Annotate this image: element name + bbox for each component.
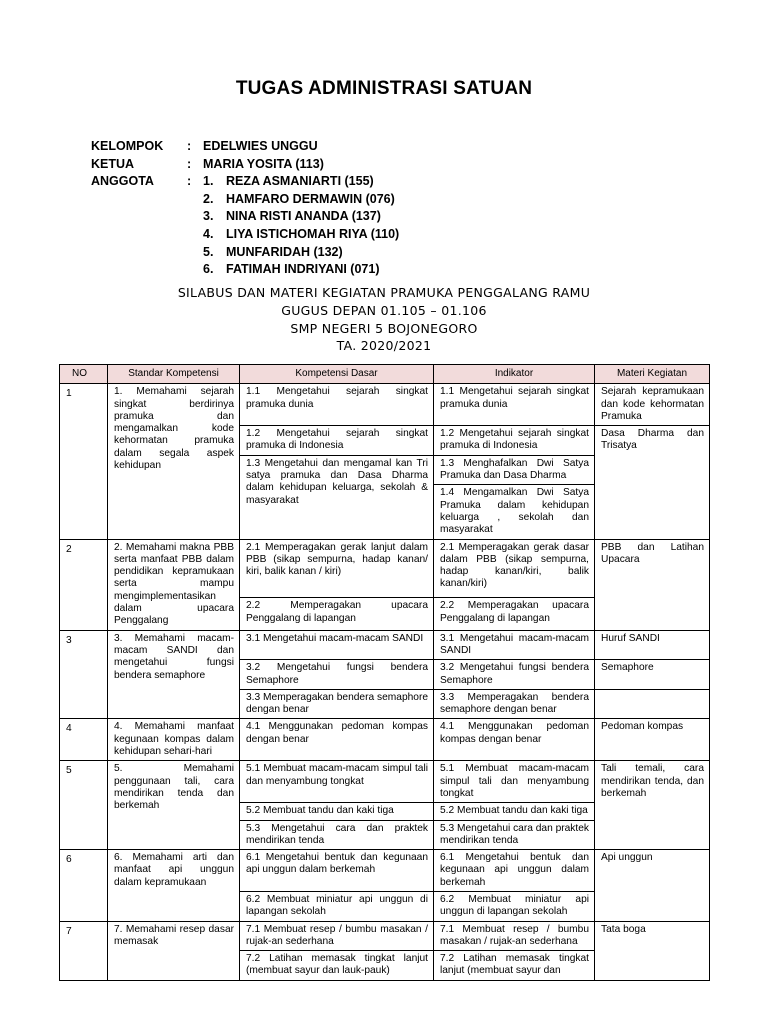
kompetensi-dasar-cell: 6.1 Mengetahui bentuk dan kegunaan api unggun dalam berkemah (240, 850, 434, 892)
indikator-cell: 4.1 Menggunakan pedoman kompas dengan benar (434, 719, 595, 761)
indikator-cell: 1.3 Menghafalkan Dwi Satya Pramuka dan Dasa Dharma (434, 455, 595, 485)
standar-kompetensi-cell: 1. Memahami sejarah singkat berdirinya pramuka dan mengamalkan kode kehormatan pramuka dalam segala aspek kehidupan (108, 384, 240, 539)
kompetensi-dasar-cell: 7.1 Membuat resep / bumbu masakan / rujak-an sederhana (240, 921, 434, 951)
indikator-cell: 1.2 Mengetahui sejarah singkat pramuka di Indonesia (434, 426, 595, 456)
heading-line: SILABUS DAN MATERI KEGIATAN PRAMUKA PENGGALANG RAMU (177, 285, 591, 300)
materi-kegiatan-cell: Pedoman kompas (595, 719, 710, 761)
row-number-text: 2 (66, 543, 72, 555)
kelompok-label: KELOMPOK (91, 139, 164, 153)
indikator-cell: 3.2 Mengetahui fungsi bendera Semaphore (434, 660, 595, 690)
standar-kompetensi-cell: 2. Memahami makna PBB serta manfaat PBB dalam pendidikan kepramukaan serta mampu mengimplementasikan dalam upacara Penggalang (108, 539, 240, 630)
row-number (60, 539, 108, 630)
indikator-cell: 1.4 Mengamalkan Dwi Satya Pramuka dalam kehidupan keluarga , sekolah dan masyarakat (434, 485, 595, 539)
member-number: 2. (203, 191, 214, 206)
materi-kegiatan-cell: Sejarah kepramukaan dan kode kehormatan Pramuka (595, 384, 710, 426)
member-name: REZA ASMANIARTI (155) (226, 174, 374, 189)
table-row (60, 761, 710, 803)
kompetensi-dasar-cell: 1.1 Mengetahui sejarah singkat pramuka dunia (240, 384, 434, 426)
kompetensi-dasar-cell: 3.2 Mengetahui fungsi bendera Semaphore (240, 660, 434, 690)
table-header-row (60, 365, 710, 384)
member-name: NINA RISTI ANANDA (137) (226, 209, 381, 224)
kompetensi-dasar-cell: 3.3 Memperagakan bendera semaphore dengan benar (240, 689, 434, 719)
indikator-cell: 5.3 Mengetahui cara dan praktek mendirikan tenda (434, 820, 595, 850)
member-name: FATIMAH INDRIYANI (071) (226, 262, 380, 277)
indikator-cell: 2.1 Memperagakan gerak dasar dalam PBB (sikap sempurna, hadap kanan/kiri, balik kanan/kiri) (434, 539, 595, 598)
kelompok-value: EDELWIES UNGGU (203, 139, 318, 153)
member-number: 1. (203, 174, 214, 189)
materi-kegiatan-cell: Tali temali, cara mendirikan tenda, dan berkemah (595, 761, 710, 850)
document-title: TUGAS ADMINISTRASI SATUAN (235, 78, 533, 99)
standar-kompetensi-cell: 7. Memahami resep dasar memasak (108, 921, 240, 980)
indikator-cell: 7.1 Membuat resep / bumbu masakan / rujak-an sederhana (434, 921, 595, 951)
indikator-cell: 3.1 Mengetahui macam-macam SANDI (434, 630, 595, 660)
row-number (60, 719, 108, 761)
indikator-cell: 6.1 Mengetahui bentuk dan kegunaan api unggun dalam berkemah (434, 850, 595, 892)
header-materi-kegiatan: Materi Kegiatan (595, 365, 710, 384)
kompetensi-dasar-cell: 1.3 Mengetahui dan mengamal kan Tri satya pramuka dan Dasa Dharma dalam kehidupan keluarga, sekolah & masyarakat (240, 455, 434, 539)
member-number: 6. (203, 262, 214, 277)
indikator-cell: 2.2 Memperagakan upacara Penggalang di lapangan (434, 598, 595, 630)
table-row (60, 630, 710, 660)
kompetensi-dasar-cell: 5.1 Membuat macam-macam simpul tali dan menyambung tongkat (240, 761, 434, 803)
header-kompetensi-dasar: Kompetensi Dasar (240, 365, 434, 384)
materi-kegiatan-cell (595, 689, 710, 719)
row-number-text: 4 (66, 723, 72, 735)
row-number-text: 3 (66, 634, 72, 646)
member-number: 5. (203, 244, 214, 259)
table-row (60, 539, 710, 598)
header-standar-kompetensi: Standar Kompetensi (108, 365, 240, 384)
indikator-cell: 6.2 Membuat miniatur api unggun di lapangan sekolah (434, 891, 595, 921)
heading-line: TA. 2020/2021 (336, 338, 432, 354)
row-number-text: 7 (66, 925, 72, 937)
ketua-value: MARIA YOSITA (113) (203, 156, 324, 171)
kompetensi-dasar-cell: 4.1 Menggunakan pedoman kompas dengan benar (240, 719, 434, 761)
standar-kompetensi-cell: 4. Memahami manfaat kegunaan kompas dalam kehidupan sehari-hari (108, 719, 240, 761)
indikator-cell: 5.2 Membuat tandu dan kaki tiga (434, 803, 595, 820)
colon: : (187, 156, 192, 171)
header-no: NO (60, 365, 108, 384)
indikator-cell: 5.1 Membuat macam-macam simpul tali dan menyambung tongkat (434, 761, 595, 803)
row-number (60, 384, 108, 539)
member-number: 3. (203, 209, 214, 224)
member-number: 4. (203, 226, 214, 241)
row-number-text: 6 (66, 854, 72, 866)
materi-kegiatan-cell: Semaphore (595, 660, 710, 690)
indikator-cell: 1.1 Mengetahui sejarah singkat pramuka dunia (434, 384, 595, 426)
materi-kegiatan-cell: Api unggun (595, 850, 710, 921)
table-body (60, 384, 710, 980)
syllabus-table (59, 364, 710, 981)
indikator-cell: 3.3 Memperagakan bendera semaphore dengan benar (434, 689, 595, 719)
materi-kegiatan-cell: Tata boga (595, 921, 710, 980)
row-number (60, 761, 108, 850)
heading-line: SMP NEGERI 5 BOJONEGORO (290, 320, 478, 336)
standar-kompetensi-cell: 6. Memahami arti dan manfaat api unggun dalam kepramukaan (108, 850, 240, 921)
kompetensi-dasar-cell: 1.2 Mengetahui sejarah singkat pramuka di Indonesia (240, 426, 434, 456)
colon: : (187, 174, 192, 189)
kompetensi-dasar-cell: 7.2 Latihan memasak tingkat lanjut (membuat sayur dan lauk-pauk) (240, 951, 434, 981)
table-row (60, 719, 710, 761)
row-number-text: 1 (66, 388, 72, 400)
member-name: LIYA ISTICHOMAH RIYA (110) (226, 226, 400, 241)
table-row (60, 921, 710, 951)
ketua-label: KETUA (91, 156, 135, 171)
syllabus-heading (0, 284, 768, 355)
standar-kompetensi-cell: 5. Memahami penggunaan tali, cara mendirikan tenda dan berkemah (108, 761, 240, 850)
kompetensi-dasar-cell: 5.2 Membuat tandu dan kaki tiga (240, 803, 434, 820)
table-row (60, 384, 710, 426)
row-number-text: 5 (66, 765, 72, 777)
row-number (60, 850, 108, 921)
standar-kompetensi-cell: 3. Memahami macam-macam SANDI dan mengetahui fungsi bendera semaphore (108, 630, 240, 719)
kompetensi-dasar-cell: 2.1 Memperagakan gerak lanjut dalam PBB (sikap sempurna, hadap kanan/ kiri, balik kanan / kiri) (240, 539, 434, 598)
kompetensi-dasar-cell: 2.2 Memperagakan upacara Penggalang di lapangan (240, 598, 434, 630)
materi-kegiatan-cell: Dasa Dharma dan Trisatya (595, 426, 710, 539)
member-name: MUNFARIDAH (132) (226, 244, 343, 259)
colon: : (187, 139, 192, 153)
kompetensi-dasar-cell: 6.2 Membuat miniatur api unggun di lapangan sekolah (240, 891, 434, 921)
materi-kegiatan-cell: PBB dan Latihan Upacara (595, 539, 710, 630)
table-row (60, 850, 710, 892)
header-indikator: Indikator (434, 365, 595, 384)
kompetensi-dasar-cell: 5.3 Mengetahui cara dan praktek mendirikan tenda (240, 820, 434, 850)
row-number (60, 630, 108, 719)
kompetensi-dasar-cell: 3.1 Mengetahui macam-macam SANDI (240, 630, 434, 660)
heading-line: GUGUS DEPAN 01.105 – 01.106 (281, 302, 487, 318)
indikator-cell: 7.2 Latihan memasak tingkat lanjut (membuat sayur dan (434, 951, 595, 981)
anggota-label: ANGGOTA (91, 174, 154, 189)
row-number (60, 921, 108, 980)
member-name: HAMFARO DERMAWIN (076) (226, 191, 395, 206)
materi-kegiatan-cell: Huruf SANDI (595, 630, 710, 660)
